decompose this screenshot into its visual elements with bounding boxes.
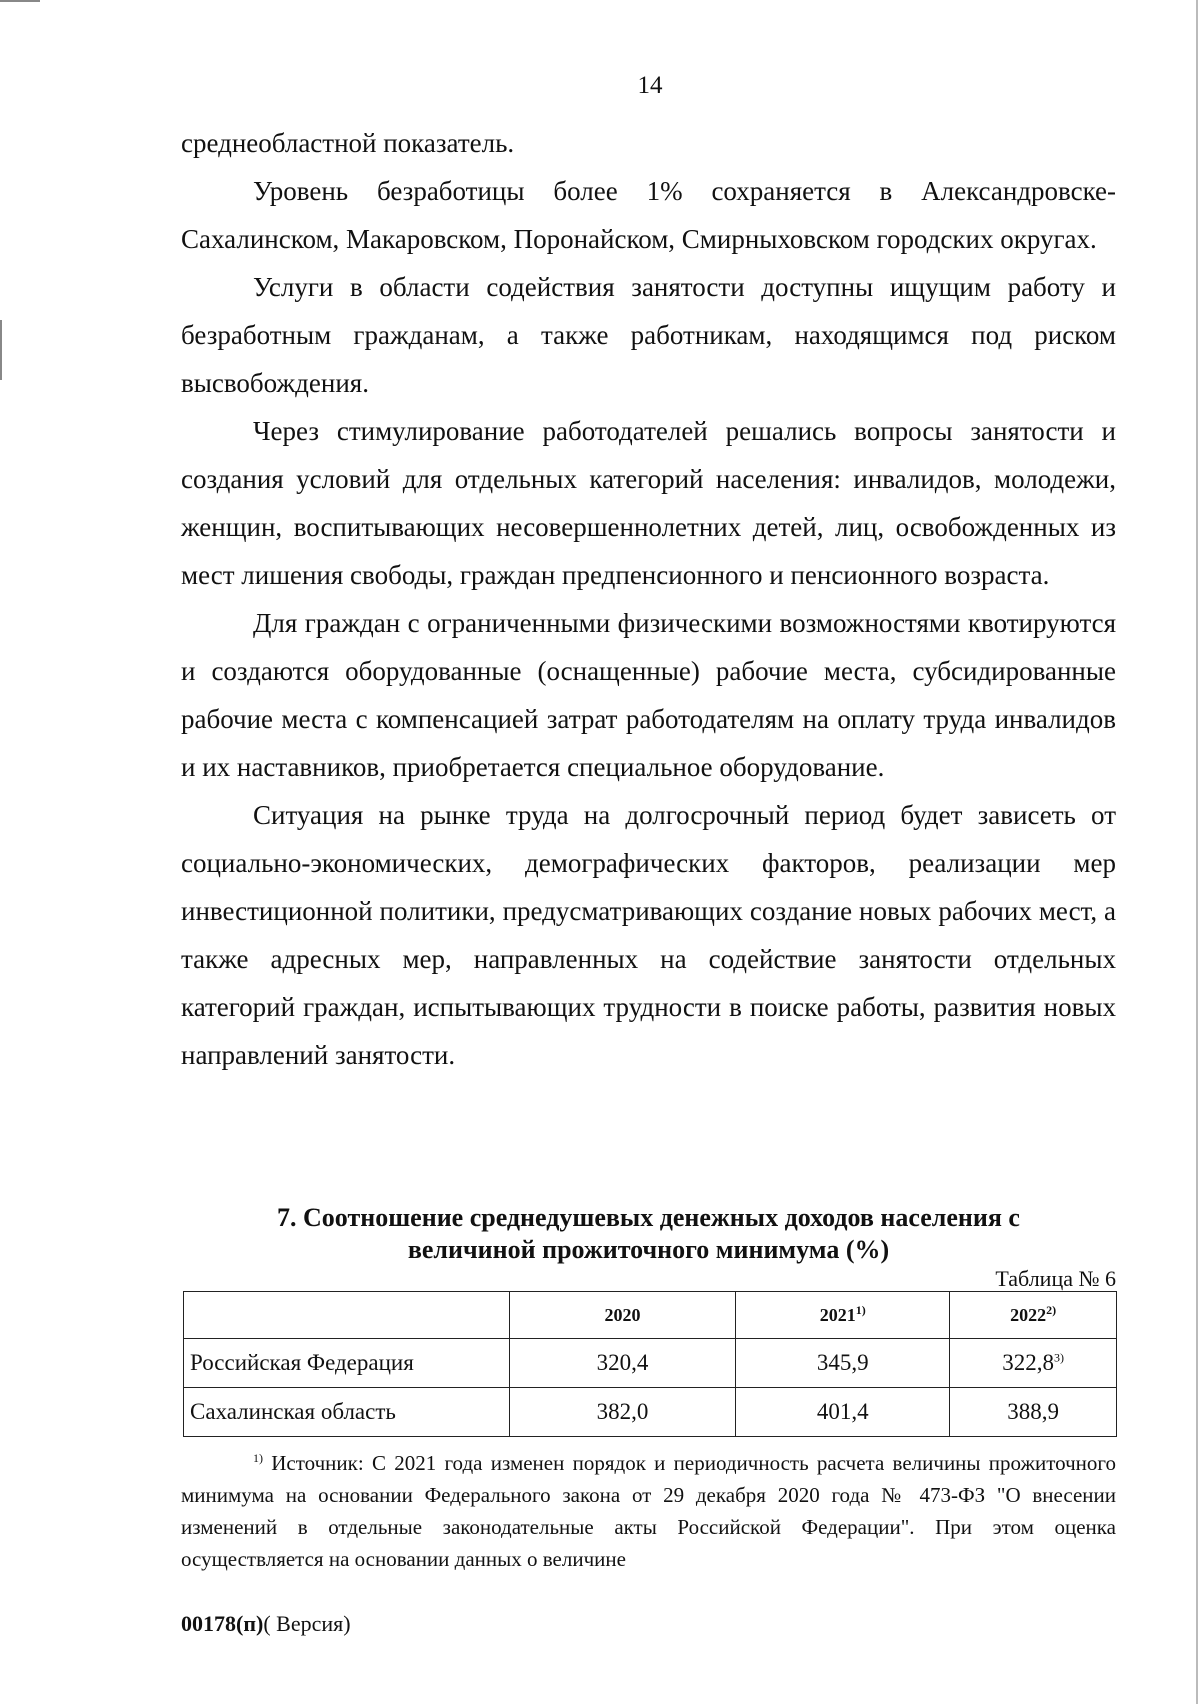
table-cell: 322,8$^{3)}$ bbox=[950, 1339, 1117, 1388]
paragraph: Ситуация на рынке труда на долгосрочный период будет зависеть от социально-экономических, демографических факторов, реализации мер инвестиционной политики, предусматривающих создание новых рабочих мест, а также адресных мер, направленных на содействие занятости отдельных категорий граждан, испытывающих трудности в поиске работы, развития новых направлений занятости. bbox=[181, 800, 1116, 1070]
table-header-cell: 2022$^{2)}$ bbox=[950, 1292, 1117, 1339]
paragraph: Через стимулирование работодателей решались вопросы занятости и создания условий для отдельных категорий населения: инвалидов, молодежи, женщин, воспитывающих несовершеннолетних детей, лиц, освобожденных из мест лишения свободы, граждан предпенсионного и пенсионного возраста. bbox=[181, 416, 1116, 590]
document-version: ( Версия) bbox=[263, 1611, 351, 1636]
table-cell: 382,0 bbox=[509, 1388, 736, 1437]
paragraph: Для граждан с ограниченными физическими возможностями квотируются и создаются оборудованные (оснащенные) рабочие места, субсидированные рабочие места с компенсацией затрат работодателям на оплату труда инвалидов и их наставников, приобретается специальное оборудование. bbox=[181, 608, 1116, 782]
section-title bbox=[181, 1202, 1116, 1266]
row-label: Российская Федерация bbox=[184, 1339, 510, 1388]
paragraph: Уровень безработицы более 1% сохраняется в Александровске-Сахалинском, Макаровском, Поронайском, Смирныховском городских округах. bbox=[181, 176, 1116, 254]
body-text bbox=[181, 119, 1116, 1079]
paragraph: Услуги в области содействия занятости доступны ищущим работу и безработным гражданам, а также работникам, находящимся под риском высвобождения. bbox=[181, 272, 1116, 398]
table-header-cell: 2021$^{1)}$ bbox=[736, 1292, 950, 1339]
scan-edge-mark bbox=[0, 320, 2, 380]
row-label: Сахалинская область bbox=[184, 1388, 510, 1437]
section-title-line: величиной прожиточного минимума (%) bbox=[407, 1235, 890, 1264]
footnote-text: Источник: С 2021 года изменен порядок и периодичность расчета величины прожиточного минимума на основании Федерального закона от 29 декабря 2020 года № 473-ФЗ "О внесении изменений в отдельные законодательные акты Российской Федерации". При этом оценка осуществляется на основании данных о величине bbox=[181, 1451, 1116, 1571]
footnote bbox=[181, 1447, 1116, 1575]
table-header-row bbox=[184, 1292, 1117, 1339]
table-header-cell bbox=[184, 1292, 510, 1339]
table-row bbox=[184, 1339, 1117, 1388]
page-number: 14 bbox=[637, 72, 663, 99]
scan-edge-mark bbox=[0, 0, 40, 2]
table-header-cell: 2020 bbox=[509, 1292, 736, 1339]
document-code bbox=[181, 1611, 351, 1637]
table-cell: 401,4 bbox=[736, 1388, 950, 1437]
table-cell: 345,9 bbox=[736, 1339, 950, 1388]
data-table bbox=[183, 1291, 1117, 1437]
table-row bbox=[184, 1388, 1117, 1437]
paragraph: среднеобластной показатель. bbox=[181, 128, 515, 158]
section-title-line: 7. Соотношение среднедушевых денежных доходов населения с bbox=[277, 1203, 1020, 1232]
scan-edge-mark bbox=[1196, 0, 1198, 1704]
table-caption: Таблица № 6 bbox=[995, 1266, 1116, 1291]
table-cell: 388,9 bbox=[950, 1388, 1117, 1437]
document-code-number: 00178(п) bbox=[181, 1611, 264, 1636]
table-cell: 320,4 bbox=[509, 1339, 736, 1388]
footnote-marker: 1) bbox=[253, 1451, 263, 1465]
